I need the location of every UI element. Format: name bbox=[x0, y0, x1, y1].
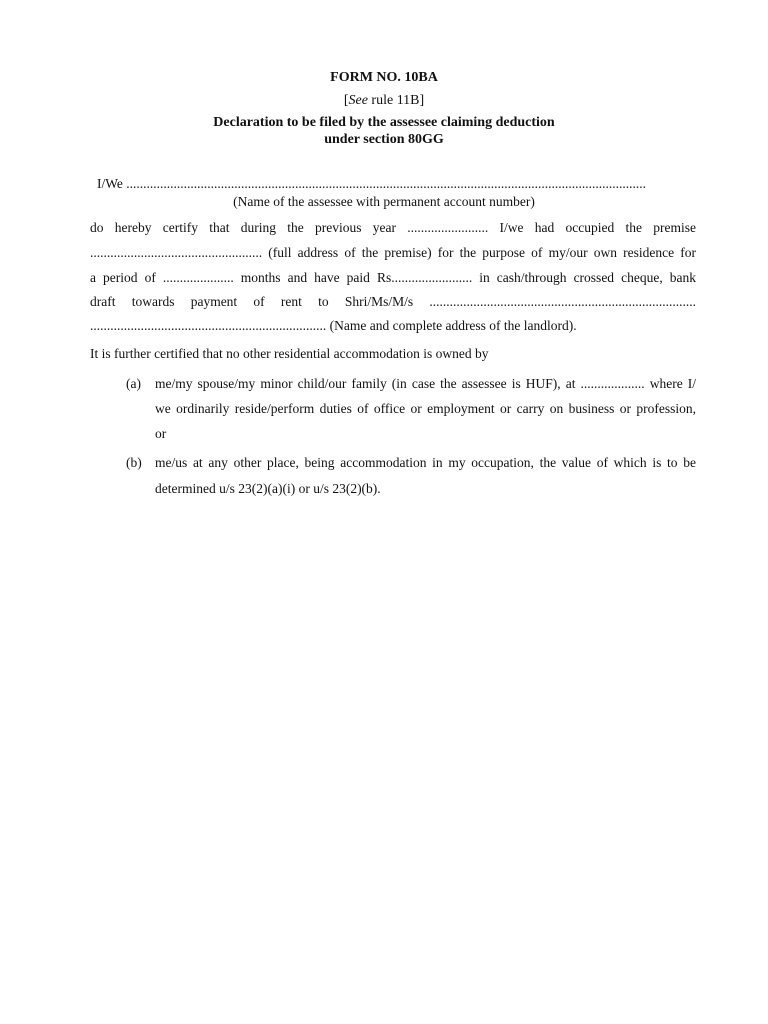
certify-line-2: ................................................... (full address of the premise) for the purpose of my/our own residence for bbox=[90, 245, 696, 260]
further-certified-line: It is further certified that no other residential accommodation is owned by bbox=[90, 346, 489, 361]
item-a-line-1: me/my spouse/my minor child/our family (in case the assessee is HUF), at ................... where I/ bbox=[155, 376, 696, 391]
item-b-marker: (b) bbox=[126, 455, 142, 470]
item-b-line-2: determined u/s 23(2)(a)(i) or u/s 23(2)(b). bbox=[155, 481, 381, 496]
rule-bracket-open: [ bbox=[343, 93, 349, 108]
rule-reference bbox=[0, 93, 768, 109]
form-title: FORM NO. 10BA bbox=[330, 70, 438, 85]
item-a-line-2: we ordinarily reside/perform duties of office or employment or carry on business or profession, bbox=[155, 401, 696, 416]
certify-line-4: draft towards payment of rent to Shri/Ms/M/s ............................................................................... bbox=[90, 294, 696, 309]
declaration-heading-line1: Declaration to be filed by the assessee claiming deduction bbox=[213, 115, 555, 130]
assessee-name-line: I/We .......................................................................................................................................................... bbox=[97, 176, 647, 191]
certify-line-5: ...................................................................... (Name and complete address of the landlord). bbox=[90, 318, 577, 333]
declaration-heading-line2: under section 80GG bbox=[324, 132, 444, 147]
assessee-name-caption: (Name of the assessee with permanent account number) bbox=[233, 194, 535, 209]
item-a-line-3: or bbox=[155, 426, 167, 441]
certify-line-3: a period of ..................... months and have paid Rs........................ in cash/through crossed cheque, bank bbox=[90, 270, 696, 285]
certify-line-1: do hereby certify that during the previous year ........................ I/we had occupied the premise bbox=[90, 220, 696, 235]
rule-number: rule 11B] bbox=[367, 93, 425, 108]
see-word: See bbox=[348, 93, 368, 108]
item-b-line-1: me/us at any other place, being accommodation in my occupation, the value of which is to be bbox=[155, 455, 696, 470]
item-a-marker: (a) bbox=[126, 376, 141, 391]
